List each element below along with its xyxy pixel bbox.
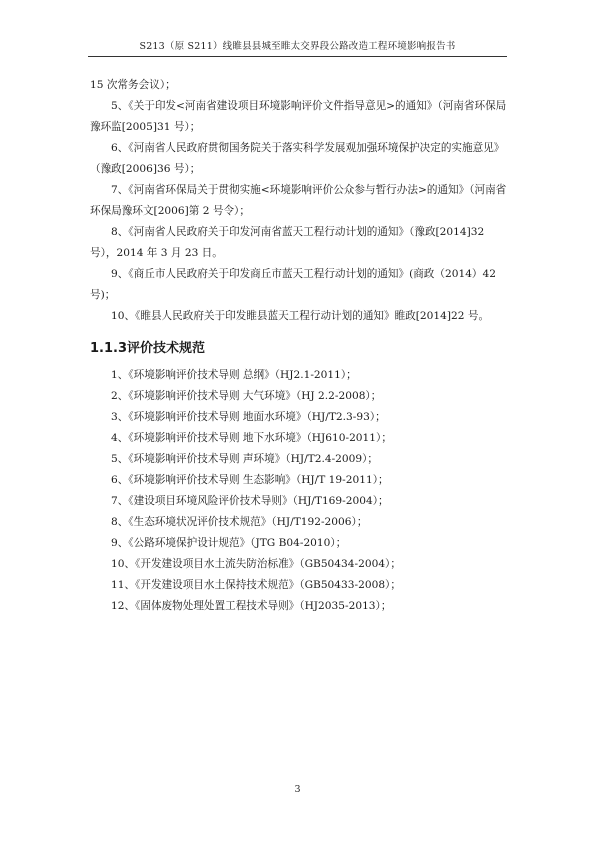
regulation-item-7: 7、《河南省环保局关于贯彻实施<环境影响评价公众参与暂行办法>的通知》（河南省环保局豫环文[2006]第 2 号令）； xyxy=(90,184,507,217)
standard-item: 5、《环境影响评价技术导则 声环境》（HJ/T2.4-2009）； xyxy=(111,453,378,465)
page-number: 3 xyxy=(294,784,301,795)
standard-item: 7、《建设项目环境风险评价技术导则》（HJ/T169-2004）； xyxy=(111,495,389,507)
standard-item: 6、《环境影响评价技术导则 生态影响》（HJ/T 19-2011）； xyxy=(111,474,389,486)
standard-item: 4、《环境影响评价技术导则 地下水环境》（HJ610-2011）； xyxy=(111,432,392,444)
paragraph-continuation: 15 次常务会议）； xyxy=(90,79,176,91)
regulation-item-6: 6、《河南省人民政府贯彻国务院关于落实科学发展观加强环境保护决定的实施意见》（豫政[2006]36 号）； xyxy=(90,142,505,175)
standard-item: 8、《生态环境状况评价技术规范》（HJ/T192-2006）； xyxy=(111,516,368,528)
standard-item: 11、《开发建设项目水土保持技术规范》（GB50433-2008）； xyxy=(111,579,401,591)
standard-item: 1、《环境影响评价技术导则 总纲》（HJ2.1-2011）； xyxy=(111,369,357,381)
standard-item: 3、《环境影响评价技术导则 地面水环境》（HJ/T2.3-93）； xyxy=(111,411,386,423)
section-heading: 1.1.3评价技术规范 xyxy=(90,341,206,356)
regulation-item-8: 8、《河南省人民政府关于印发河南省蓝天工程行动计划的通知》（豫政[2014]32 号），2014 年 3 月 23 日。 xyxy=(90,226,485,259)
header-divider xyxy=(88,56,507,57)
standard-item: 9、《公路环境保护设计规范》（JTG B04-2010）； xyxy=(111,537,347,549)
standard-item: 12、《固体废物处理处置工程技术导则》（HJ2035-2013）； xyxy=(111,600,392,612)
regulation-item-5: 5、《关于印发<河南省建设项目环境影响评价文件指导意见>的通知》（河南省环保局豫环监[2005]31 号）； xyxy=(90,100,507,133)
regulation-item-9: 9、《商丘市人民政府关于印发商丘市蓝天工程行动计划的通知》(商政（2014）42 号)； xyxy=(90,268,497,301)
standard-item: 10、《开发建设项目水土流失防治标准》（GB50434-2004）； xyxy=(111,558,401,570)
document-header: S213（原 S211）线睢县县城至睢太交界段公路改造工程环境影响报告书 xyxy=(139,41,456,52)
regulation-item-10: 10、《睢县人民政府关于印发睢县蓝天工程行动计划的通知》睢政[2014]22 号。 xyxy=(111,310,490,322)
standard-item: 2、《环境影响评价技术导则 大气环境》（HJ 2.2-2008）； xyxy=(111,390,382,402)
document-body xyxy=(90,75,508,617)
